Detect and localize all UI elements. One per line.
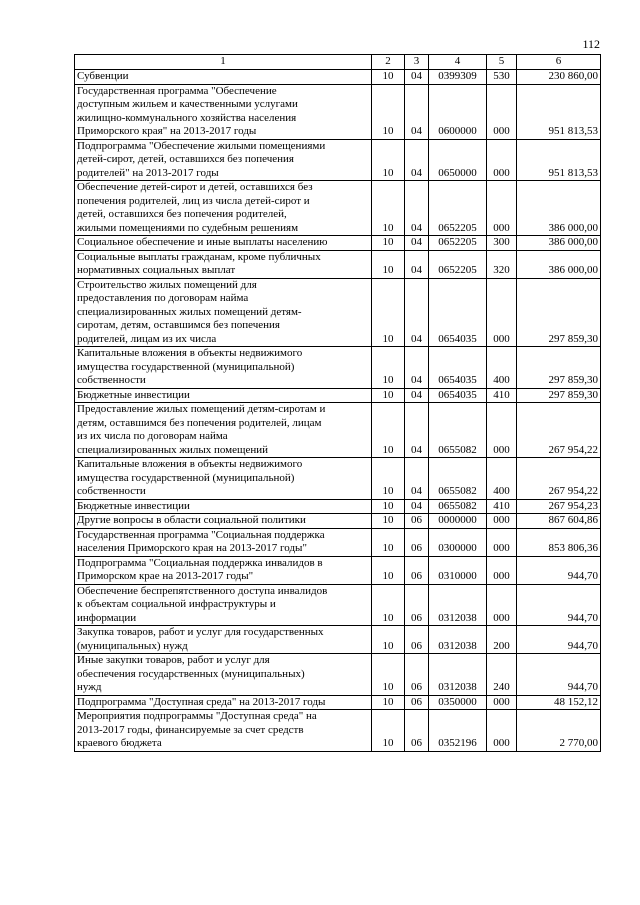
row-expense-type: 410 [487, 499, 517, 514]
table-row [75, 250, 601, 278]
row-expense-type: 400 [487, 347, 517, 389]
table-row [75, 528, 601, 556]
row-target-article: 0312038 [429, 626, 487, 654]
row-expense-type: 000 [487, 528, 517, 556]
table-row [75, 403, 601, 458]
row-amount: 267 954,22 [517, 458, 601, 500]
page-number: 112 [582, 37, 600, 51]
column-header-subsection: 3 [405, 55, 429, 70]
row-name: Другие вопросы в области социальной политики [75, 514, 372, 529]
row-subsection: 06 [405, 710, 429, 752]
table-row [75, 70, 601, 85]
column-header-amount: 6 [517, 55, 601, 70]
row-target-article: 0310000 [429, 556, 487, 584]
row-expense-type: 000 [487, 139, 517, 181]
row-name: Бюджетные инвестиции [75, 388, 372, 403]
row-subsection: 06 [405, 695, 429, 710]
row-target-article: 0350000 [429, 695, 487, 710]
row-expense-type: 000 [487, 403, 517, 458]
row-expense-type: 240 [487, 654, 517, 696]
table-row [75, 556, 601, 584]
row-target-article: 0655082 [429, 403, 487, 458]
row-amount: 297 859,30 [517, 388, 601, 403]
row-name: Государственная программа "Обеспечение доступным жильем и качественными услугами жилищно-коммунального хозяйства населения Приморского края" на 2013-2017 годы [75, 84, 372, 139]
row-section: 10 [372, 236, 405, 251]
row-name: Иные закупки товаров, работ и услуг для обеспечения государственных (муниципальных) нужд [75, 654, 372, 696]
row-target-article: 0000000 [429, 514, 487, 529]
row-target-article: 0655082 [429, 458, 487, 500]
row-expense-type: 000 [487, 584, 517, 626]
row-section: 10 [372, 181, 405, 236]
row-name: Капитальные вложения в объекты недвижимого имущества государственной (муниципальной) собственности [75, 458, 372, 500]
row-subsection: 06 [405, 556, 429, 584]
row-section: 10 [372, 584, 405, 626]
row-amount: 867 604,86 [517, 514, 601, 529]
budget-table [74, 54, 601, 752]
row-section: 10 [372, 403, 405, 458]
header-row [75, 55, 601, 70]
table-row [75, 139, 601, 181]
row-name: Государственная программа "Социальная поддержка населения Приморского края на 2013-2017 годы" [75, 528, 372, 556]
row-amount: 48 152,12 [517, 695, 601, 710]
row-section: 10 [372, 514, 405, 529]
row-name: Мероприятия подпрограммы "Доступная среда" на 2013-2017 годы, финансируемые за счет средств краевого бюджета [75, 710, 372, 752]
row-target-article: 0300000 [429, 528, 487, 556]
row-expense-type: 000 [487, 695, 517, 710]
row-subsection: 06 [405, 654, 429, 696]
table-row [75, 181, 601, 236]
row-target-article: 0600000 [429, 84, 487, 139]
row-target-article: 0312038 [429, 654, 487, 696]
row-section: 10 [372, 626, 405, 654]
table-row [75, 278, 601, 347]
row-subsection: 04 [405, 458, 429, 500]
row-subsection: 06 [405, 514, 429, 529]
row-name: Подпрограмма "Доступная среда" на 2013-2017 годы [75, 695, 372, 710]
row-expense-type: 000 [487, 556, 517, 584]
row-amount: 386 000,00 [517, 250, 601, 278]
row-expense-type: 300 [487, 236, 517, 251]
table-row [75, 458, 601, 500]
row-target-article: 0654035 [429, 347, 487, 389]
row-amount: 951 813,53 [517, 139, 601, 181]
row-target-article: 0652205 [429, 250, 487, 278]
row-section: 10 [372, 347, 405, 389]
column-header-expense-type: 5 [487, 55, 517, 70]
row-name: Социальные выплаты гражданам, кроме публичных нормативных социальных выплат [75, 250, 372, 278]
row-expense-type: 320 [487, 250, 517, 278]
row-section: 10 [372, 458, 405, 500]
row-subsection: 04 [405, 499, 429, 514]
table-row [75, 347, 601, 389]
row-amount: 267 954,23 [517, 499, 601, 514]
row-expense-type: 530 [487, 70, 517, 85]
row-subsection: 04 [405, 278, 429, 347]
table-row [75, 710, 601, 752]
row-name: Подпрограмма "Обеспечение жилыми помещениями детей-сирот, детей, оставшихся без попечения родителей" на 2013-2017 годы [75, 139, 372, 181]
row-amount: 944,70 [517, 626, 601, 654]
row-amount: 386 000,00 [517, 236, 601, 251]
table-row [75, 499, 601, 514]
row-name: Обеспечение беспрепятственного доступа инвалидов к объектам социальной инфраструктуры и информации [75, 584, 372, 626]
row-name: Социальное обеспечение и иные выплаты населению [75, 236, 372, 251]
row-section: 10 [372, 710, 405, 752]
row-target-article: 0654035 [429, 388, 487, 403]
row-amount: 853 806,36 [517, 528, 601, 556]
row-subsection: 06 [405, 584, 429, 626]
row-amount: 2 770,00 [517, 710, 601, 752]
row-name: Обеспечение детей-сирот и детей, оставшихся без попечения родителей, лиц из числа детей-сирот и детей, оставшихся без попечения родителей, жилыми помещениями по судебным решениям [75, 181, 372, 236]
row-section: 10 [372, 499, 405, 514]
row-section: 10 [372, 84, 405, 139]
row-expense-type: 000 [487, 278, 517, 347]
row-expense-type: 200 [487, 626, 517, 654]
column-header-target-article: 4 [429, 55, 487, 70]
row-name: Бюджетные инвестиции [75, 499, 372, 514]
row-amount: 944,70 [517, 556, 601, 584]
row-subsection: 04 [405, 236, 429, 251]
row-section: 10 [372, 250, 405, 278]
column-header-name: 1 [75, 55, 372, 70]
table-row [75, 626, 601, 654]
row-section: 10 [372, 70, 405, 85]
row-expense-type: 410 [487, 388, 517, 403]
row-section: 10 [372, 695, 405, 710]
row-subsection: 04 [405, 84, 429, 139]
row-amount: 297 859,30 [517, 347, 601, 389]
row-name: Капитальные вложения в объекты недвижимого имущества государственной (муниципальной) собственности [75, 347, 372, 389]
table-row [75, 84, 601, 139]
row-name: Строительство жилых помещений для предоставления по договорам найма специализированных жилых помещений детям- сиротам, детям, оставшимся без попечения родителей, лицам из их числа [75, 278, 372, 347]
row-subsection: 04 [405, 250, 429, 278]
row-amount: 230 860,00 [517, 70, 601, 85]
row-section: 10 [372, 388, 405, 403]
row-name: Предоставление жилых помещений детям-сиротам и детям, оставшимся без попечения родителей, лицам из их числа по договорам найма специализированных жилых помещений [75, 403, 372, 458]
row-section: 10 [372, 556, 405, 584]
row-target-article: 0652205 [429, 181, 487, 236]
row-expense-type: 400 [487, 458, 517, 500]
row-amount: 944,70 [517, 654, 601, 696]
table-row [75, 654, 601, 696]
table-row [75, 584, 601, 626]
table-row [75, 695, 601, 710]
table-row [75, 388, 601, 403]
row-name: Закупка товаров, работ и услуг для государственных (муниципальных) нужд [75, 626, 372, 654]
row-subsection: 04 [405, 139, 429, 181]
row-amount: 297 859,30 [517, 278, 601, 347]
row-name: Подпрограмма "Социальная поддержка инвалидов в Приморском крае на 2013-2017 годы" [75, 556, 372, 584]
row-target-article: 0352196 [429, 710, 487, 752]
row-subsection: 04 [405, 347, 429, 389]
row-subsection: 04 [405, 70, 429, 85]
row-amount: 267 954,22 [517, 403, 601, 458]
row-section: 10 [372, 139, 405, 181]
row-target-article: 0312038 [429, 584, 487, 626]
row-section: 10 [372, 528, 405, 556]
row-subsection: 04 [405, 403, 429, 458]
row-subsection: 06 [405, 528, 429, 556]
row-target-article: 0652205 [429, 236, 487, 251]
table-row [75, 236, 601, 251]
row-section: 10 [372, 278, 405, 347]
row-expense-type: 000 [487, 514, 517, 529]
row-target-article: 0650000 [429, 139, 487, 181]
row-target-article: 0655082 [429, 499, 487, 514]
row-expense-type: 000 [487, 84, 517, 139]
row-subsection: 04 [405, 388, 429, 403]
row-expense-type: 000 [487, 710, 517, 752]
row-target-article: 0399309 [429, 70, 487, 85]
row-amount: 386 000,00 [517, 181, 601, 236]
row-section: 10 [372, 654, 405, 696]
row-expense-type: 000 [487, 181, 517, 236]
row-subsection: 04 [405, 181, 429, 236]
row-amount: 951 813,53 [517, 84, 601, 139]
row-subsection: 06 [405, 626, 429, 654]
row-amount: 944,70 [517, 584, 601, 626]
row-name: Субвенции [75, 70, 372, 85]
row-target-article: 0654035 [429, 278, 487, 347]
column-header-section: 2 [372, 55, 405, 70]
table-row [75, 514, 601, 529]
